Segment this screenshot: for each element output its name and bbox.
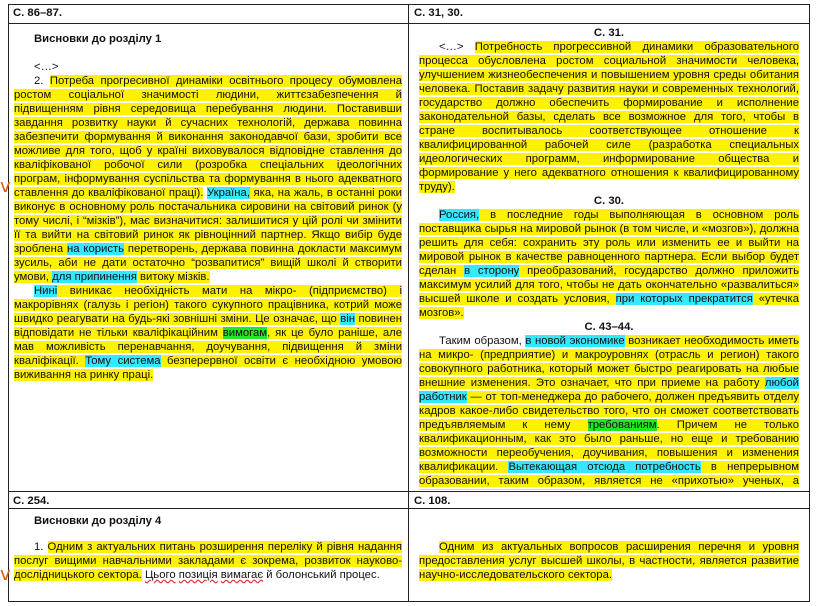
comparison-table — [8, 4, 810, 602]
highlight-yellow: витоку мізків. — [136, 271, 210, 283]
row1-right-cell — [409, 26, 809, 490]
source-page-31: С. 31. — [593, 27, 625, 39]
ellipsis: <…> — [439, 41, 475, 53]
highlight-yellow: повинен відповідати не тільки кваліфікаційним — [14, 313, 402, 339]
highlight-cyan: для припинення — [52, 271, 137, 283]
row1-left-cell — [8, 26, 408, 490]
highlight-yellow: «утечка мозгов». — [419, 293, 799, 319]
highlight-yellow: Одним из актуальных вопросов расширения перечня и уровня предоставления услуг высшей школы, в частности, является развитие научно-исследовательского сектора. — [419, 541, 799, 581]
text-run: й болонський процес. — [263, 569, 380, 581]
highlight-yellow: перетворень, держава повинна докласти максимум зусиль, аби не дати остаточно “розвапитися” вищій школі й створити умови, — [14, 243, 402, 283]
underlined-word: вимагає — [220, 569, 264, 581]
highlight-green: вимогам — [222, 327, 268, 339]
highlight-cyan: Россия, — [439, 209, 480, 221]
spacer — [14, 46, 402, 60]
row1-right-header: С. 31, 30. — [414, 7, 463, 19]
highlight-cyan: в новой экономике — [525, 335, 625, 347]
highlight-yellow: в непрерывном образовании, таким образом, является не «прихотью» ученых, а — [419, 461, 799, 490]
highlight-green: требованиям — [587, 419, 657, 431]
highlight-cyan: при которых прекратится — [615, 293, 753, 305]
text-run: 2. — [34, 75, 50, 87]
check-mark-icon: v — [0, 176, 11, 197]
spacer — [419, 510, 799, 540]
row2-right-cell — [409, 510, 809, 601]
highlight-cyan: Нині — [34, 285, 58, 297]
highlight-cyan: Україна, — [206, 187, 250, 199]
underlined-word: позиція — [178, 569, 218, 581]
row2-right-header: С. 108. — [414, 495, 451, 507]
highlight-yellow: Потребность прогрессивной динамики образовательного процесса обусловлена ростом социальной значимости человека, улучшением жизнеобеспечения и повышением уровня среды обитания человека. Поставив задачу развития науки и современных технологий, государство должно обеспечить формирование и исполнение законодательной базы, сделать все возможное для того, чтобы в стране воспитывалось соответствующее отношение к квалифицированной рабочей силе (разработка специальных идеологических программ, информирование общества и формирование у него адекватного отношения к квалифицированному труду). — [419, 41, 799, 193]
highlight-yellow: . Причем не только квалификационным, как это было раньше, но еще и требованию возможности переобучения, доучивания, повышения и изменения квалификации. — [419, 419, 799, 473]
text-run: 1. — [34, 541, 48, 553]
highlight-yellow: в последние годы выполняющая в основном роль поставщика сырья на мировой рынок (в том числе, и «мозгов»), должна решить для себя: сохранить эту роль или изменить ее и выйти на мировой рынок в качестве равноценного партнера. Если выбор будет сделан — [419, 209, 799, 277]
left-paragraph-1 — [14, 74, 402, 284]
highlight-yellow: преобразований, государство должно приложить максимум усилий для того, чтобы не дать окончательно «развалиться» высшей школе и создать условия, — [419, 265, 799, 305]
highlight-yellow: — от топ-менеджера до рабочего, должен предъявить отделу кадров какое-либо свидетельство того, что он сможет — [419, 391, 799, 417]
highlight-yellow: Одним з актуальних питань розширення переліку й рівня надання послуг вищими навчальними закладами є зокрема, розвиток науково-дослідницького сектора. — [14, 541, 403, 581]
highlight-cyan: Вытекающая отсюда потребность — [508, 461, 701, 473]
highlight-yellow: возникает необходимость иметь на микро- (предприятие) и макроуровнях (отрасль и регион) такого совокупного работника, который может быстро реагировать на любые внешние изменения. Это означает, что при приеме на работу — [419, 335, 800, 389]
highlight-cyan: любой работник — [419, 377, 799, 403]
right-paragraph-3 — [419, 334, 799, 490]
highlight-cyan: він — [340, 313, 356, 325]
section-title-4: Висновки до розділу 4 — [34, 515, 162, 527]
ellipsis: <…> — [34, 61, 59, 73]
highlight-yellow: предъявляемым к нему — [419, 419, 588, 431]
highlight-cyan: на користь — [66, 243, 125, 255]
row1-left-header: С. 86–87. — [13, 7, 62, 19]
row2-header-divider — [8, 508, 810, 509]
source-page-30: С. 30. — [593, 195, 625, 207]
right-paragraph-1 — [419, 40, 799, 194]
highlight-yellow: виникає необхідність мати на мікро- (підприємство) і макрорівнях (галузь і регіон) такого сукупного працівника, котрий може швидко реагувати на будь-які зовнішні зміни. Це означає, що — [14, 285, 402, 325]
row2-left-cell — [8, 510, 408, 601]
right-paragraph-2 — [419, 208, 799, 320]
left-paragraph-3 — [14, 540, 402, 582]
section-title-1: Висновки до розділу 1 — [34, 33, 162, 45]
highlight-yellow: , як це було раніше, але мав можливість перенавчання, доучування, підвищення й зміни кваліфікації. — [14, 327, 402, 367]
spacer — [14, 528, 402, 540]
highlight-yellow: Потреба прогресивної динаміки освітнього процесу обумовлена ростом соціальної значимості людини, життєзабезпечення й підвищенням рівня середовища перебування людини. Поставивши завдання розвитку науки й сучасних технологій, держава повинна забезпечити формування й виконання законодавчої бази, зробити все можливе для того, щоб у країні виховувалося відповідне ставлення до кваліфікованої робочої сили (розробка спеціальних ідеологічних програм, інформування суспільства та формування в нього адекватного ставлення до кваліфікованої праці). — [14, 75, 402, 199]
highlight-cyan: Тому система — [85, 355, 161, 367]
underlined-word: Цього — [144, 569, 176, 581]
check-mark-icon: v — [0, 564, 11, 585]
row2-left-header: С. 254. — [13, 495, 50, 507]
highlight-cyan: в сторону — [464, 265, 520, 277]
highlight-yellow: безперервної освіти є необхідною умовою виживання на ринку праці. — [14, 355, 402, 381]
right-paragraph-4 — [419, 540, 799, 582]
source-page-43-44: С. 43–44. — [584, 321, 634, 333]
row1-header-divider — [8, 23, 810, 24]
text-run: Таким образом, — [439, 335, 526, 347]
highlight-yellow: яка, на жаль, в останні роки виконує в основному роль постачальника сировини на світовий ринок (у тому числі, і “мізків”), має визначитися: залишитися у цій ролі чи змінити її та вийти на світовий ринок як рівноцінний партнер. Якщо вибір буде зроблена — [14, 187, 402, 255]
left-paragraph-2 — [14, 284, 402, 382]
highlight-yellow: соответствовать — [712, 405, 799, 417]
